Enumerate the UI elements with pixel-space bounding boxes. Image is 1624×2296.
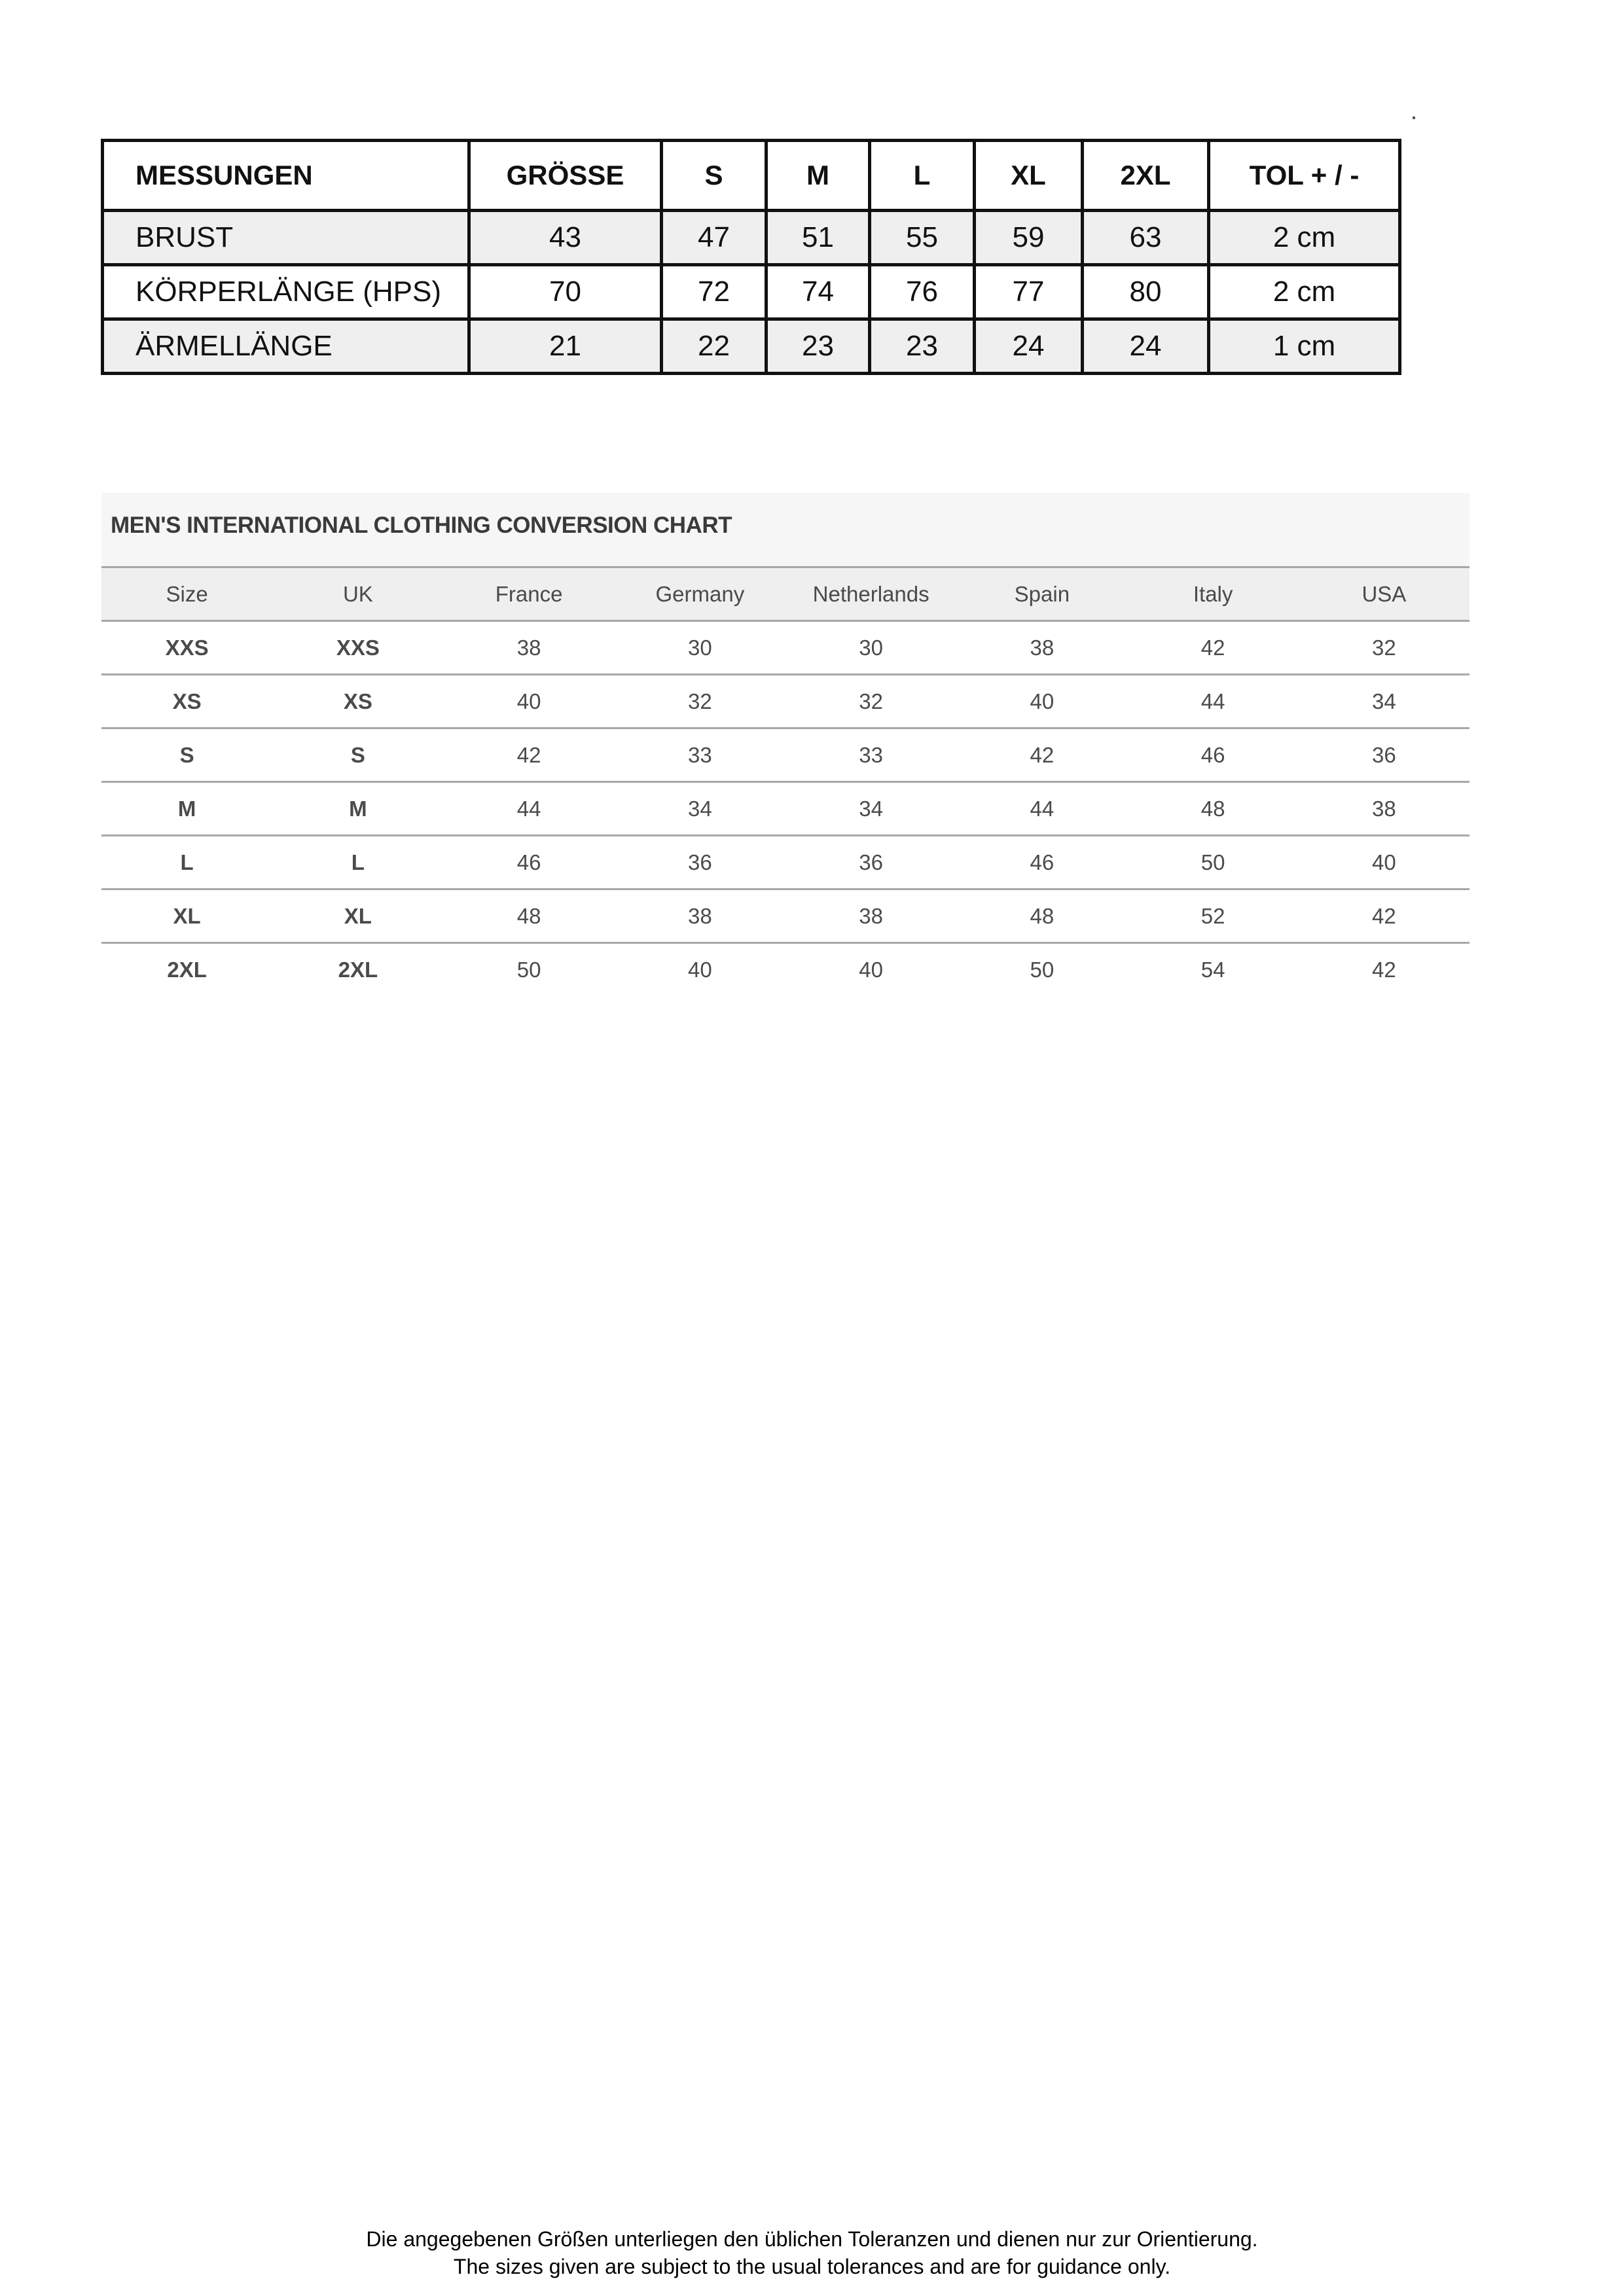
measurement-cell: 21 xyxy=(469,319,662,374)
conversion-row xyxy=(101,675,1470,728)
conversion-cell: 46 xyxy=(444,836,615,889)
measurement-cell: 22 xyxy=(662,319,767,374)
conversion-row xyxy=(101,943,1470,996)
conversion-cell: 52 xyxy=(1128,889,1299,943)
conversion-row xyxy=(101,836,1470,889)
conversion-cell: 38 xyxy=(1299,782,1470,836)
measurement-row xyxy=(103,211,1400,265)
conversion-cell: 40 xyxy=(956,675,1127,728)
conversion-header-cell: Spain xyxy=(956,567,1127,621)
conversion-cell: 33 xyxy=(785,728,956,782)
measurement-cell: 2 cm xyxy=(1209,211,1400,265)
conversion-cell: 48 xyxy=(444,889,615,943)
measurement-cell: 74 xyxy=(767,265,870,319)
conversion-chart xyxy=(101,493,1470,996)
conversion-cell: M xyxy=(101,782,272,836)
conversion-cell: 40 xyxy=(688,957,712,982)
conversion-cell: 50 xyxy=(1128,836,1299,889)
measurement-label: BRUST xyxy=(103,211,469,265)
conversion-cell: 38 xyxy=(444,621,615,675)
conversion-cell: 38 xyxy=(615,889,785,943)
conversion-cell: 42 xyxy=(956,728,1127,782)
conversion-cell: 46 xyxy=(1128,728,1299,782)
measurement-header-cell: L xyxy=(870,141,975,211)
conversion-cell: S xyxy=(272,728,443,782)
measurement-label: KÖRPERLÄNGE (HPS) xyxy=(103,265,469,319)
conversion-cell: 46 xyxy=(956,836,1127,889)
footnote-german: Die angegebenen Größen unterliegen den üblichen Toleranzen und dienen nur zur Orientierung. xyxy=(366,2227,1258,2251)
conversion-cell: 33 xyxy=(615,728,785,782)
measurement-cell: 51 xyxy=(767,211,870,265)
measurement-cell: 80 xyxy=(1083,265,1209,319)
measurement-cell: 63 xyxy=(1083,211,1209,265)
measurement-cell: 23 xyxy=(870,319,975,374)
conversion-cell: 2XL xyxy=(167,957,207,982)
conversion-cell: XXS xyxy=(272,621,443,675)
measurement-row xyxy=(103,319,1400,374)
conversion-cell: 42 xyxy=(444,728,615,782)
conversion-header-cell: UK xyxy=(272,567,443,621)
conversion-chart-title: MEN'S INTERNATIONAL CLOTHING CONVERSION CHART xyxy=(101,493,1470,566)
measurement-header-cell: M xyxy=(767,141,870,211)
conversion-header-row xyxy=(101,567,1470,621)
conversion-cell: 34 xyxy=(785,782,956,836)
conversion-header-cell: Size xyxy=(101,567,272,621)
conversion-row xyxy=(101,782,1470,836)
conversion-cell: 2XL xyxy=(338,957,378,982)
conversion-cell: 40 xyxy=(859,957,883,982)
conversion-cell: 34 xyxy=(615,782,785,836)
conversion-cell: 50 xyxy=(516,957,541,982)
measurement-cell: 2 cm xyxy=(1209,265,1400,319)
measurement-row xyxy=(103,265,1400,319)
conversion-cell: 42 xyxy=(1372,957,1396,982)
conversion-cell: 32 xyxy=(785,675,956,728)
conversion-cell: 44 xyxy=(444,782,615,836)
measurement-header-cell: XL xyxy=(975,141,1083,211)
conversion-row xyxy=(101,621,1470,675)
measurement-header-cell: S xyxy=(662,141,767,211)
conversion-cell: L xyxy=(101,836,272,889)
conversion-cell: 42 xyxy=(1128,621,1299,675)
conversion-cell: 32 xyxy=(1299,621,1470,675)
measurement-label: ÄRMELLÄNGE xyxy=(103,319,469,374)
measurement-cell: 1 cm xyxy=(1209,319,1400,374)
conversion-cell: 36 xyxy=(615,836,785,889)
conversion-cell: 38 xyxy=(956,621,1127,675)
conversion-cell: 32 xyxy=(615,675,785,728)
conversion-cell: 44 xyxy=(956,782,1127,836)
conversion-cell: 40 xyxy=(444,675,615,728)
conversion-cell: XS xyxy=(101,675,272,728)
conversion-header-cell: Germany xyxy=(615,567,785,621)
conversion-cell: 48 xyxy=(956,889,1127,943)
stray-dot-mark xyxy=(1413,117,1415,119)
conversion-cell: 30 xyxy=(785,621,956,675)
measurement-cell: 59 xyxy=(975,211,1083,265)
conversion-cell: XXS xyxy=(101,621,272,675)
measurement-cell: 47 xyxy=(662,211,767,265)
measurement-header-cell: 2XL xyxy=(1083,141,1209,211)
measurement-cell: 76 xyxy=(870,265,975,319)
measurement-header-row xyxy=(103,141,1400,211)
conversion-cell: XS xyxy=(272,675,443,728)
conversion-cell: 50 xyxy=(1030,957,1055,982)
conversion-header-cell: Netherlands xyxy=(785,567,956,621)
measurement-cell: 72 xyxy=(662,265,767,319)
conversion-cell: 30 xyxy=(615,621,785,675)
conversion-cell: XL xyxy=(101,889,272,943)
footnote xyxy=(0,2225,1624,2280)
measurement-cell: 43 xyxy=(469,211,662,265)
conversion-row xyxy=(101,889,1470,943)
conversion-table xyxy=(101,566,1470,996)
conversion-cell: 38 xyxy=(785,889,956,943)
conversion-cell: 48 xyxy=(1128,782,1299,836)
conversion-cell: 40 xyxy=(1299,836,1470,889)
conversion-cell: 42 xyxy=(1299,889,1470,943)
conversion-cell: 34 xyxy=(1299,675,1470,728)
conversion-cell: L xyxy=(272,836,443,889)
conversion-cell: M xyxy=(272,782,443,836)
conversion-row xyxy=(101,728,1470,782)
measurement-cell: 24 xyxy=(975,319,1083,374)
measurement-cell: 24 xyxy=(1083,319,1209,374)
conversion-cell: 54 xyxy=(1200,957,1225,982)
conversion-cell: S xyxy=(101,728,272,782)
conversion-header-cell: Italy xyxy=(1128,567,1299,621)
conversion-cell: 36 xyxy=(1299,728,1470,782)
measurement-cell: 23 xyxy=(767,319,870,374)
measurement-table xyxy=(101,139,1401,375)
measurement-cell: 55 xyxy=(870,211,975,265)
measurement-cell: 77 xyxy=(975,265,1083,319)
footnote-english: The sizes given are subject to the usual tolerances and are for guidance only. xyxy=(453,2255,1171,2278)
measurement-header-cell: TOL + / - xyxy=(1209,141,1400,211)
conversion-cell: XL xyxy=(272,889,443,943)
conversion-header-cell: France xyxy=(444,567,615,621)
measurement-header-cell: GRÖSSE xyxy=(469,141,662,211)
conversion-cell: 36 xyxy=(785,836,956,889)
measurement-cell: 70 xyxy=(469,265,662,319)
measurement-header-cell: MESSUNGEN xyxy=(103,141,469,211)
conversion-cell: 44 xyxy=(1128,675,1299,728)
conversion-header-cell: USA xyxy=(1299,567,1470,621)
